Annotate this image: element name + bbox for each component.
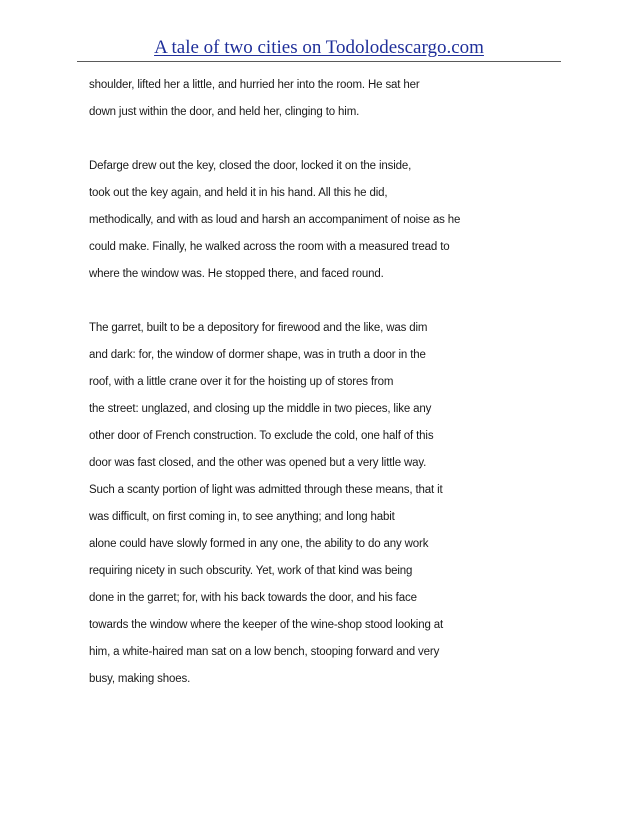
paragraph-1	[89, 72, 559, 126]
text-line: was difficult, on first coming in, to see anything; and long habit	[89, 511, 395, 523]
text-line: roof, with a little crane over it for the hoisting up of stores from	[89, 376, 394, 388]
text-line: methodically, and with as loud and harsh an accompaniment of noise as he	[89, 214, 461, 226]
text-line: shoulder, lifted her a little, and hurried her into the room. He sat her	[89, 79, 420, 91]
page-header-title[interactable]: A tale of two cities on Todolodescargo.com	[154, 37, 484, 58]
header-divider	[77, 61, 561, 62]
text-line: towards the window where the keeper of the wine-shop stood looking at	[89, 619, 444, 631]
text-line: down just within the door, and held her, clinging to him.	[89, 106, 360, 118]
text-line: Defarge drew out the key, closed the door, locked it on the inside,	[89, 160, 412, 172]
text-line: busy, making shoes.	[89, 673, 191, 685]
paragraph-spacer	[89, 126, 559, 153]
paragraph-spacer	[89, 288, 559, 315]
text-line: him, a white-haired man sat on a low bench, stooping forward and very	[89, 646, 440, 658]
text-line: other door of French construction. To exclude the cold, one half of this	[89, 430, 434, 442]
text-line: the street: unglazed, and closing up the middle in two pieces, like any	[89, 403, 432, 415]
text-line: requiring nicety in such obscurity. Yet, work of that kind was being	[89, 565, 413, 577]
text-line: where the window was. He stopped there, and faced round.	[89, 268, 384, 280]
text-line: done in the garret; for, with his back towards the door, and his face	[89, 592, 417, 604]
text-line: Such a scanty portion of light was admitted through these means, that it	[89, 484, 443, 496]
paragraph-3	[89, 315, 559, 693]
document-body	[89, 72, 559, 693]
text-line: door was fast closed, and the other was opened but a very little way.	[89, 457, 427, 469]
paragraph-2	[89, 153, 559, 288]
text-line: alone could have slowly formed in any one, the ability to do any work	[89, 538, 429, 550]
text-line: could make. Finally, he walked across the room with a measured tread to	[89, 241, 450, 253]
text-line: took out the key again, and held it in his hand. All this he did,	[89, 187, 388, 199]
text-line: The garret, built to be a depository for firewood and the like, was dim	[89, 322, 428, 334]
text-line: and dark: for, the window of dormer shape, was in truth a door in the	[89, 349, 426, 361]
